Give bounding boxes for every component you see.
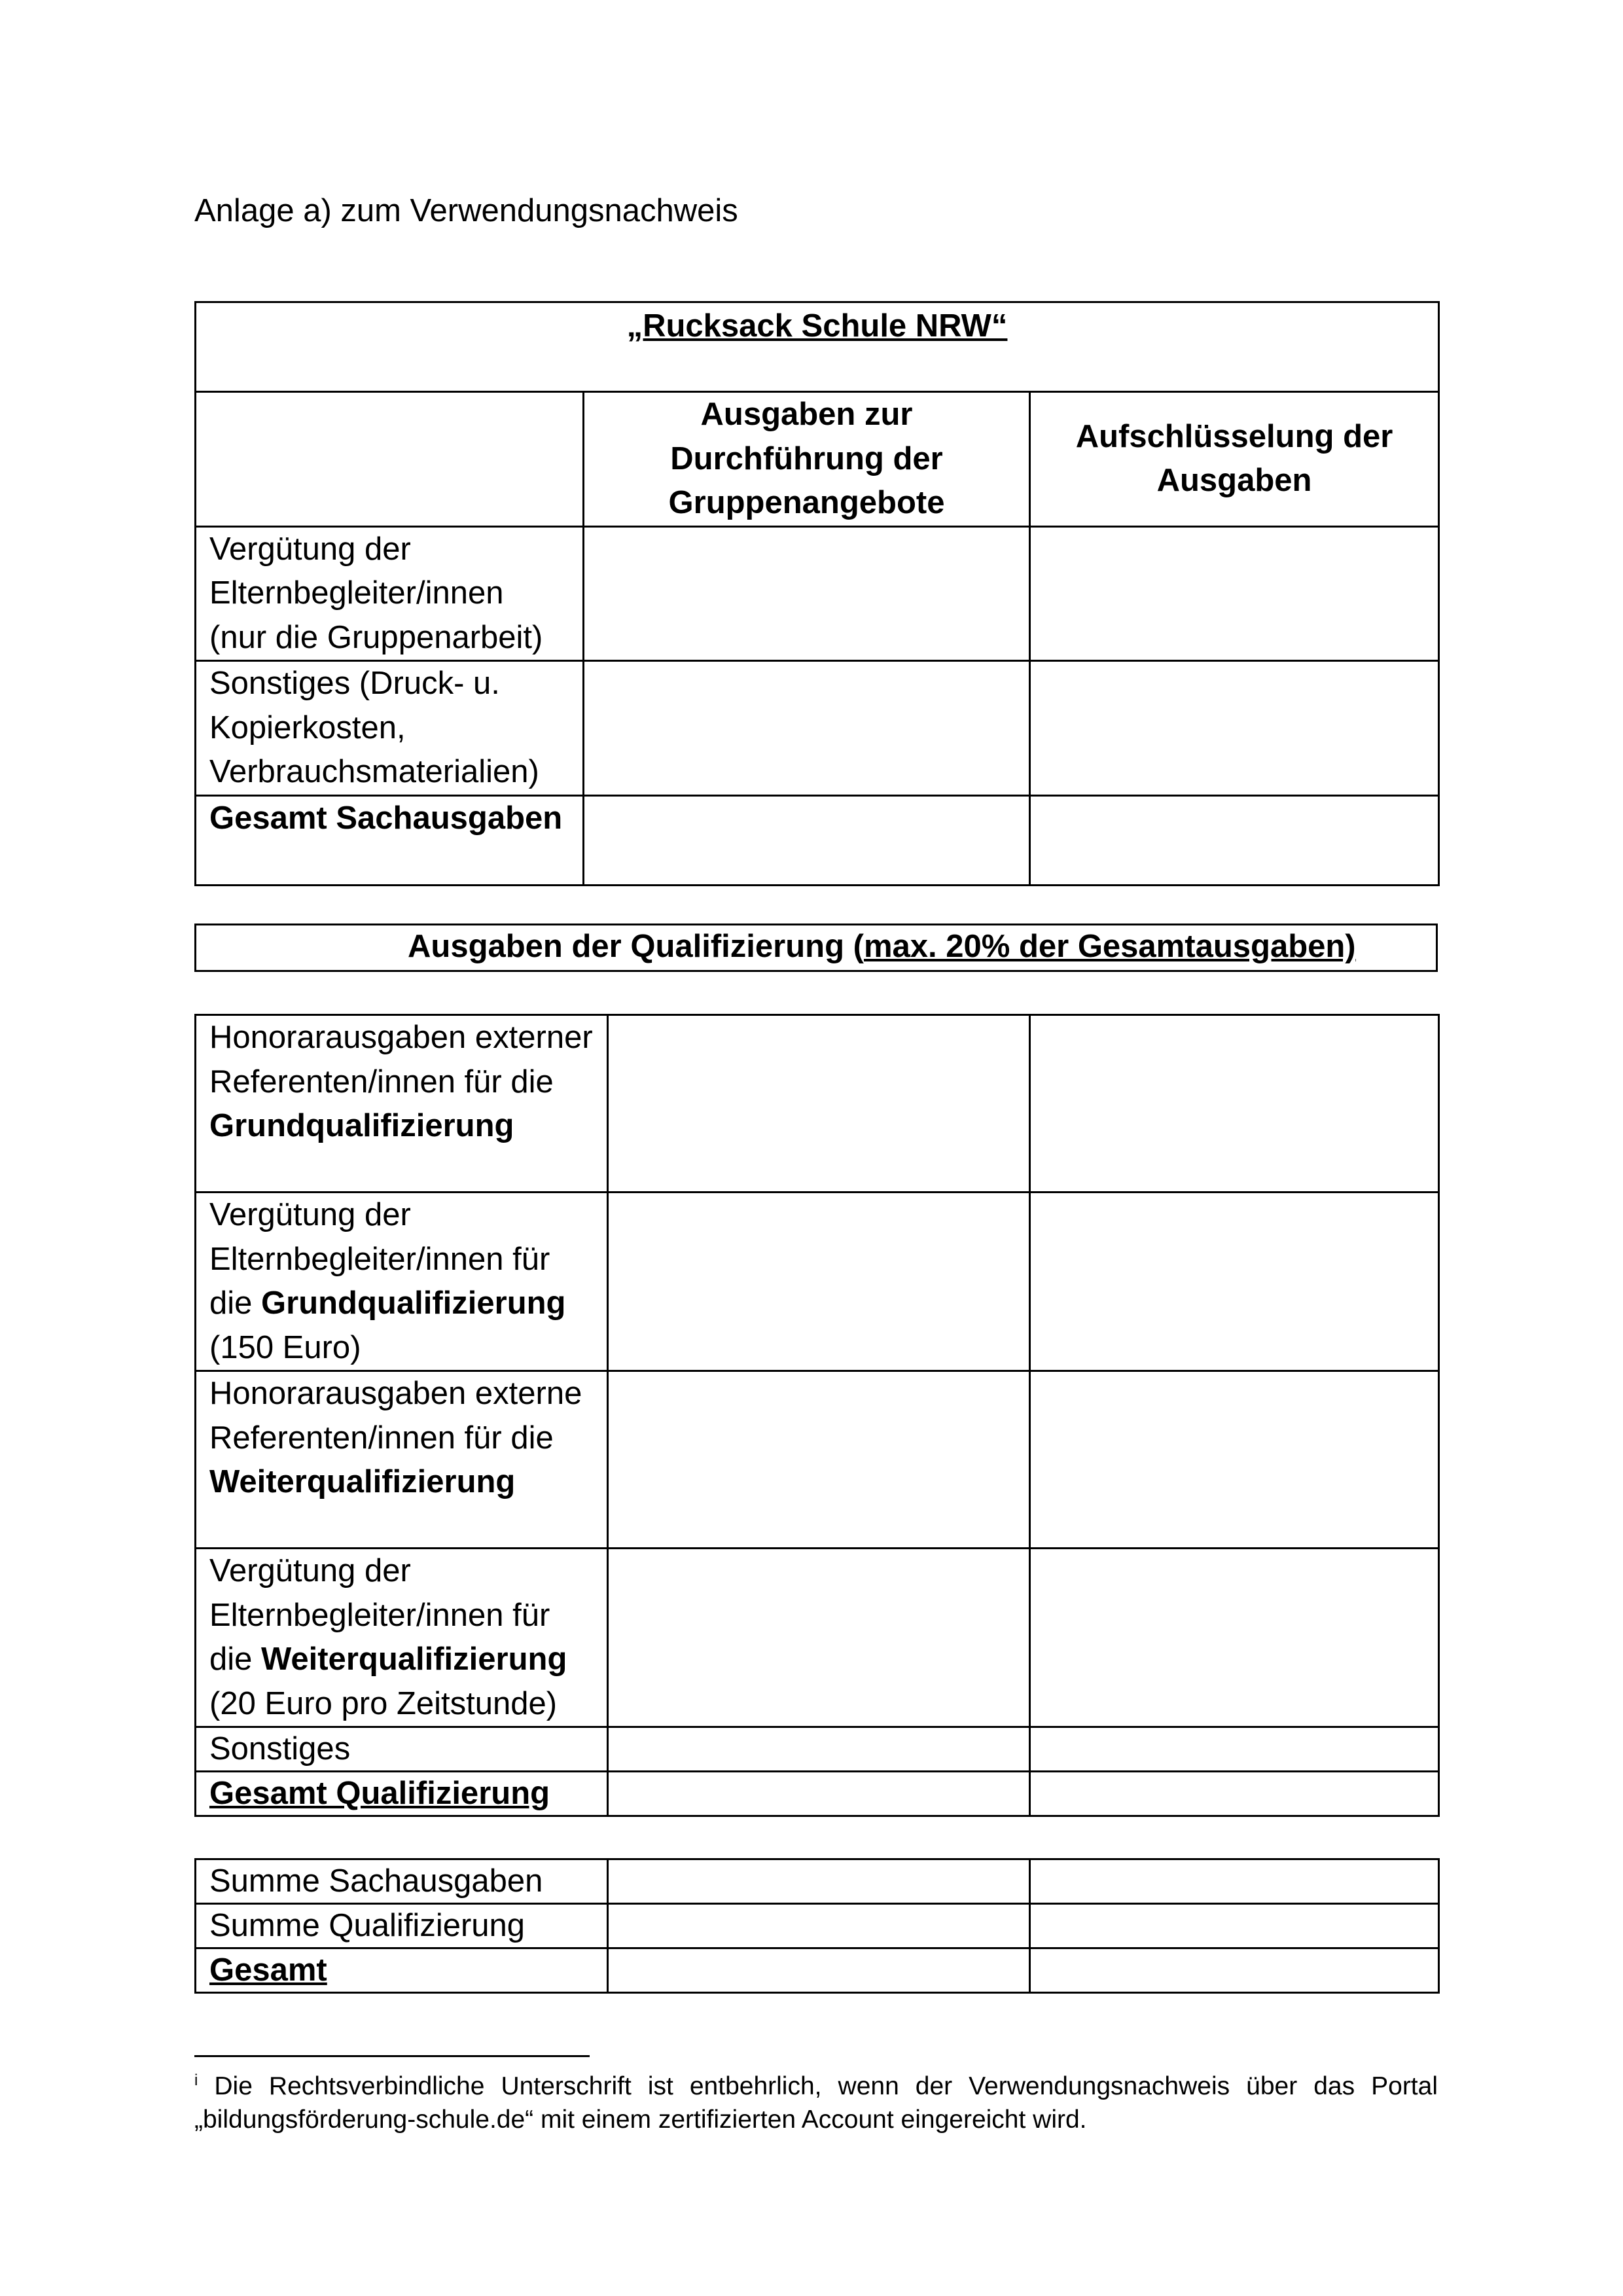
footnote — [194, 2070, 1438, 2136]
row-label-summe-sachausgaben: Summe Sachausgaben — [196, 1859, 608, 1904]
row-label-sonstiges: Sonstiges — [196, 1727, 608, 1772]
table-row — [196, 1904, 1439, 1948]
aufschluesselung-input-cell[interactable] — [1030, 661, 1439, 796]
ausgaben-input-cell[interactable] — [608, 1015, 1030, 1193]
aufschluesselung-input-cell[interactable] — [1030, 526, 1439, 661]
row-label-gesamt-sachausgaben: Gesamt Sachausgaben — [196, 795, 584, 885]
table-row — [196, 1549, 1439, 1727]
footnote-separator — [194, 2055, 590, 2057]
aufschluesselung-input-cell[interactable] — [1030, 795, 1439, 885]
column-header-ausgaben: Ausgaben zur Durchführung der Gruppenangebote — [584, 392, 1030, 527]
row-label-sonstiges: Sonstiges (Druck- u. Kopierkosten, Verbrauchsmaterialien) — [196, 661, 584, 796]
qualifizierung-title-table — [194, 924, 1438, 972]
aufschluesselung-input-cell[interactable] — [1030, 1015, 1439, 1193]
aufschluesselung-input-cell[interactable] — [1030, 1193, 1439, 1371]
empty-header-cell — [196, 392, 584, 527]
table-row — [196, 1948, 1439, 1993]
row-label-gesamt: Gesamt — [196, 1948, 608, 1993]
table-title: „Rucksack Schule NRW“ — [196, 302, 1439, 392]
ausgaben-input-cell[interactable] — [608, 1904, 1030, 1948]
ausgaben-input-cell[interactable] — [584, 661, 1030, 796]
rucksack-expenses-table — [194, 301, 1440, 886]
table-row — [196, 795, 1439, 885]
aufschluesselung-input-cell[interactable] — [1030, 1904, 1439, 1948]
aufschluesselung-input-cell[interactable] — [1030, 1549, 1439, 1727]
footnote-marker: i — [194, 2072, 198, 2089]
row-label-honorar-grund: Honorarausgaben externer Referenten/innen für die Grundqualifizierung — [196, 1015, 608, 1193]
aufschluesselung-input-cell[interactable] — [1030, 1727, 1439, 1772]
qualifizierung-table — [194, 1014, 1440, 1817]
row-label-verguetung-weiter: Vergütung der Elternbegleiter/innen für die Weiterqualifizierung (20 Euro pro Zeitstunde) — [196, 1549, 608, 1727]
qualifizierung-title: Ausgaben der Qualifizierung (max. 20% der Gesamtausgaben) — [196, 925, 1437, 971]
page-heading: Anlage a) zum Verwendungsnachweis — [194, 193, 738, 228]
ausgaben-input-cell[interactable] — [584, 795, 1030, 885]
table-row — [196, 526, 1439, 661]
ausgaben-input-cell[interactable] — [608, 1727, 1030, 1772]
table-row — [196, 1859, 1439, 1904]
ausgaben-input-cell[interactable] — [608, 1371, 1030, 1549]
table-row — [196, 1015, 1439, 1193]
row-label-honorar-weiter: Honorarausgaben externe Referenten/innen für die Weiterqualifizierung — [196, 1371, 608, 1549]
aufschluesselung-input-cell[interactable] — [1030, 1772, 1439, 1816]
table-row — [196, 1772, 1439, 1816]
footnote-text: Die Rechtsverbindliche Unterschrift ist entbehrlich, wenn der Verwendungsnachweis über das Portal „bildungsförderung-schule.de“ mit einem zertifizierten Account eingereicht wird. — [194, 2072, 1438, 2134]
table-row — [196, 661, 1439, 796]
aufschluesselung-input-cell[interactable] — [1030, 1859, 1439, 1904]
ausgaben-input-cell[interactable] — [608, 1193, 1030, 1371]
row-label-verguetung-grund: Vergütung der Elternbegleiter/innen für die Grundqualifizierung (150 Euro) — [196, 1193, 608, 1371]
table-row — [196, 1727, 1439, 1772]
table-row — [196, 1371, 1439, 1549]
row-label-summe-qualifizierung: Summe Qualifizierung — [196, 1904, 608, 1948]
ausgaben-input-cell[interactable] — [584, 526, 1030, 661]
ausgaben-input-cell[interactable] — [608, 1948, 1030, 1993]
row-label-gesamt-qualifizierung: Gesamt Qualifizierung — [196, 1772, 608, 1816]
column-header-aufschluesselung: Aufschlüsselung der Ausgaben — [1030, 392, 1439, 527]
table-row — [196, 1193, 1439, 1371]
row-label-verguetung: Vergütung der Elternbegleiter/innen (nur die Gruppenarbeit) — [196, 526, 584, 661]
ausgaben-input-cell[interactable] — [608, 1859, 1030, 1904]
ausgaben-input-cell[interactable] — [608, 1772, 1030, 1816]
ausgaben-input-cell[interactable] — [608, 1549, 1030, 1727]
summen-table — [194, 1858, 1440, 1994]
aufschluesselung-input-cell[interactable] — [1030, 1948, 1439, 1993]
aufschluesselung-input-cell[interactable] — [1030, 1371, 1439, 1549]
